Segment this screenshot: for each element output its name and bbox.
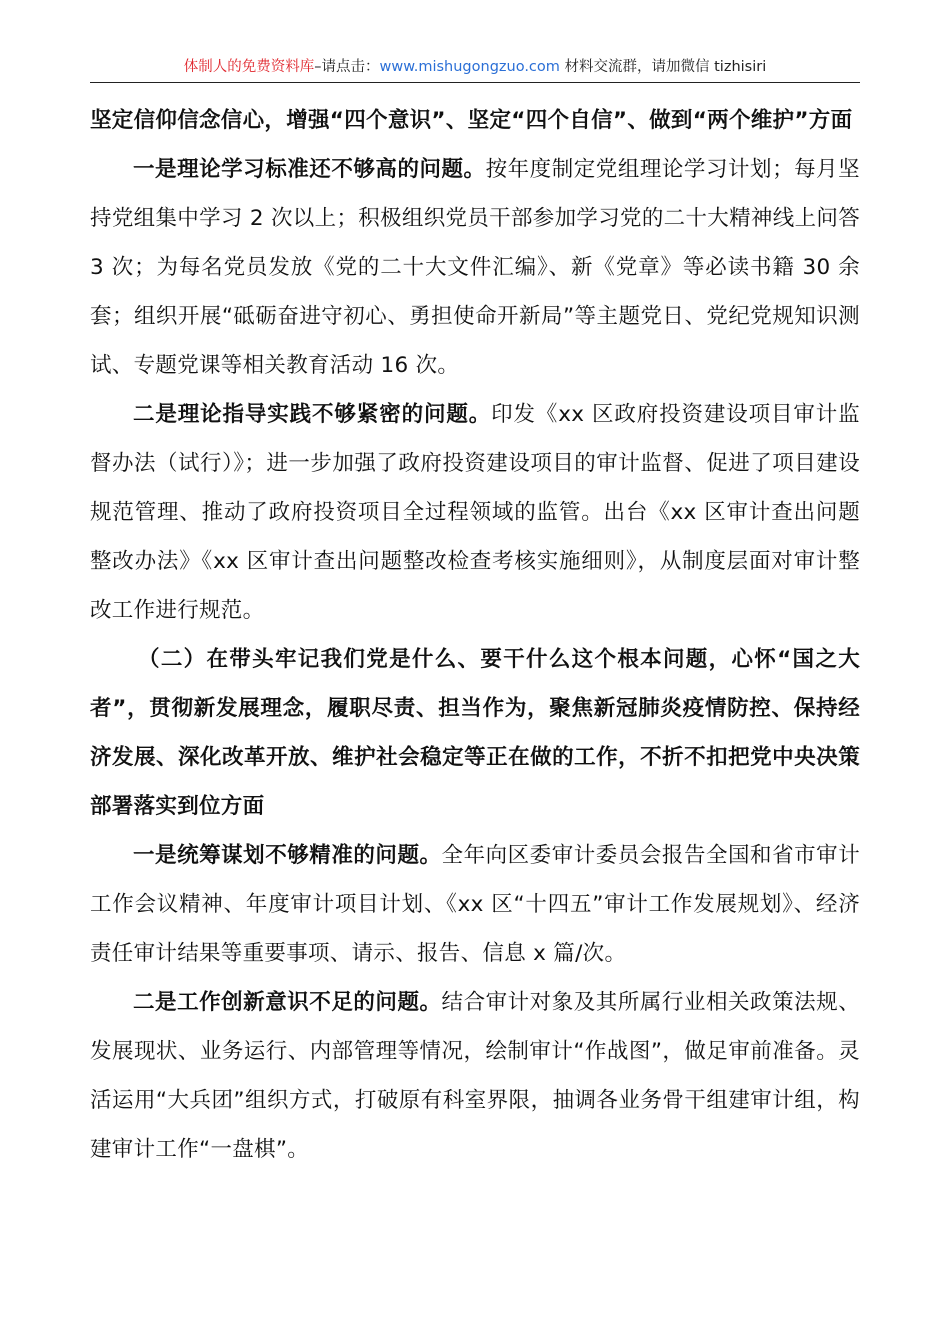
section-2-heading: （二）在带头牢记我们党是什么、要干什么这个根本问题，心怀“国之大者”，贯彻新发展理念，履职尽责、担当作为，聚焦新冠肺炎疫情防控、保持经济发展、深化改革开放、维护社会稳定等正在做的工作，不折不扣把党中央决策部署落实到位方面 [90,647,860,819]
paragraph [90,831,860,978]
paragraph-lead: 一是统筹谋划不够精准的问题。 [133,843,442,868]
paragraph [90,390,860,635]
header-divider [90,82,860,83]
paragraph-lead: 二是理论指导实践不够紧密的问题。 [133,402,492,427]
paragraph-text: 全年向区委审计委员会报告全国和省市审计工作会议精神、年度审计项目计划、《xx 区“十四五”审计工作发展规划》、经济责任审计结果等重要事项、请示、报告、信息 x 篇/次。 [90,843,861,966]
page-header [90,56,860,78]
paragraph-text: 印发《xx 区政府投资建设项目审计监督办法（试行）》；进一步加强了政府投资建设项目的审计监督、促进了项目建设规范管理、推动了政府投资项目全过程领域的监管。出台《xx 区审计查出问题整改办法》《xx 区审计查出问题整改检查考核实施细则》，从制度层面对审计整改工作进行规范。 [90,402,860,623]
header-website-link[interactable]: www.mishugongzuo.com [379,59,560,75]
paragraph-lead: 一是理论学习标准还不够高的问题。 [133,157,486,182]
paragraph [90,978,860,1174]
paragraph-lead: 二是工作创新意识不足的问题。 [133,990,442,1015]
paragraph-text: 按年度制定党组理论学习计划；每月坚持党组集中学习 2 次以上；积极组织党员干部参加学习党的二十大精神线上问答 3 次；为每名党员发放《党的二十大文件汇编》、新《党章》等必读书籍 30 余套；组织开展“砥砺奋进守初心、勇担使命开新局”等主题党日、党纪党规知识测试、专题党课等相关教育活动 16 次。 [90,157,860,378]
header-prompt: –请点击： [314,59,380,75]
header-contact: 材料交流群，请加微信 tizhisiri [559,59,767,75]
document-body [90,96,860,1174]
paragraph [90,145,860,390]
paragraph-text: 结合审计对象及其所属行业相关政策法规、发展现状、业务运行、内部管理等情况，绘制审计“作战图”，做足审前准备。灵活运用“大兵团”组织方式，打破原有科室界限，抽调各业务骨干组建审计组，构建审计工作“一盘棋”。 [90,990,861,1162]
header-brand: 体制人的免费资料库 [183,59,315,75]
section-1-heading: 坚定信仰信念信心，增强“四个意识”、坚定“四个自信”、做到“两个维护”方面 [90,108,853,133]
